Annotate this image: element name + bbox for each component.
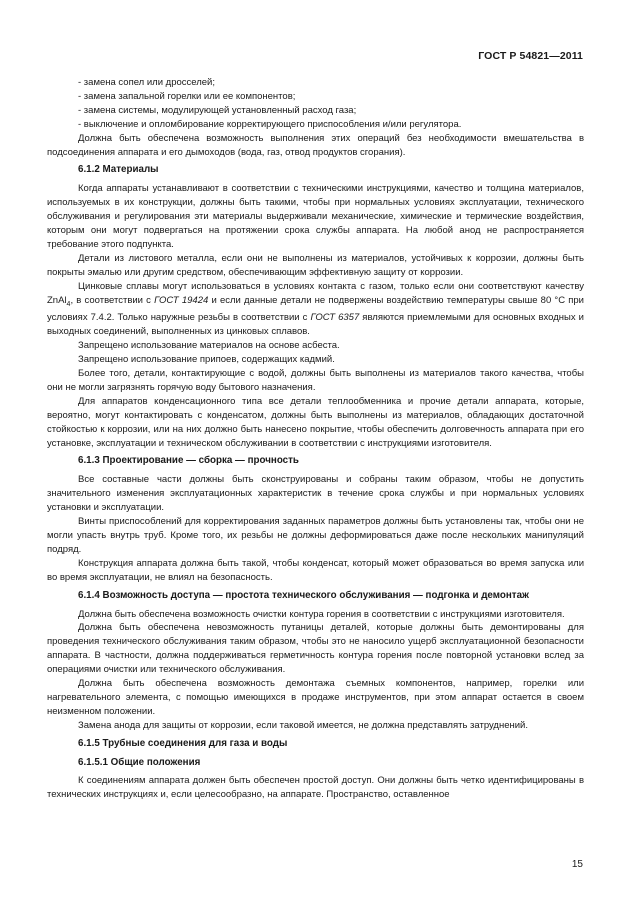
paragraph: Более того, детали, контактирующие с водой, должны быть выполнены из материалов такого качества, чтобы они не могли загрязнять горячую воду бытового назначения. bbox=[47, 368, 584, 393]
paragraph: Запрещено использование припоев, содержащих кадмий. bbox=[78, 354, 335, 366]
paragraph: Когда аппараты устанавливают в соответствии с техническими инструкциями, качество и толщина материалов, используемых в их конструкции, должны быть такими, чтобы при нормальных условиях эксплуатации, технического обслуживания и регулирования эти материалы выдерживали механические, химические и термические воздействия, которым они могут подвергаться на протяжении срока службы аппарата. На любой анод не распространяется требование этого подпункта. bbox=[47, 183, 584, 250]
text-run: и если данные детали не подвержены воздействию температуры свыше 80 °С при условиях 7.4.2. Только наружные резьбы в соответствии с bbox=[47, 294, 584, 324]
paragraph: Запрещено использование материалов на основе асбеста. bbox=[78, 340, 340, 352]
paragraph: Должна быть обеспечена возможность выполнения этих операций без необходимости вмешательства в подсоединения аппарата и его дымоходов (вода, газ, отвод продуктов сгорания). bbox=[47, 132, 584, 158]
paragraph: Должна быть обеспечена невозможность путаницы деталей, которые должны быть демонтированы для проведения технического обслуживания таким образом, чтобы это не наносило ущерб эксплуатационной безопасности аппарата. В частности, должна поддерживаться герметичность контура горения после повторной установки вслед за операциями очистки или технического обслуживания. bbox=[47, 622, 584, 676]
paragraph: Конструкция аппарата должна быть такой, чтобы конденсат, который может образоваться во время запуска или во время эксплуатации, не влиял на безопасность. bbox=[47, 557, 584, 583]
standard-header: ГОСТ Р 54821—2011 bbox=[478, 50, 583, 62]
paragraph: Винты приспособлений для корректирования заданных параметров должны быть установлены так, чтобы они не могли упасть внутрь труб. Кроме того, их резьбы не должны деформироваться даже после нескольких манипуляций подряд. bbox=[47, 516, 584, 555]
list-item: - замена сопел или дросселей; bbox=[78, 77, 216, 88]
standard-reference: ГОСТ 6357 bbox=[310, 312, 360, 324]
subsection-heading-6-1-5-1: 6.1.5.1 Общие положения bbox=[78, 756, 201, 768]
paragraph: Для аппаратов конденсационного типа все детали теплообменника и прочие детали аппарата, которые, вероятно, могут контактировать с конденсатом, должны быть выполнены из материалов, обладающих достаточной стойкостью к коррозии, или на них должно быть нанесено покрытие, чтобы обеспечить долговечность аппарата при его установке, эксплуатации и техническом обслуживании в соответствии с инструкциями изготовителя. bbox=[47, 395, 584, 449]
list-item: - замена запальной горелки или ее компонентов; bbox=[78, 90, 296, 102]
paragraph: Замена анода для защиты от коррозии, если таковой имеется, не должна представлять затруднений. bbox=[78, 719, 529, 731]
paragraph: Должна быть обеспечена возможность демонтажа съемных компонентов, например, горелки или нагревательного элемента, с помощью имеющихся в продаже инструментов, при этом аппарат остается в своем неизменном положении. bbox=[47, 678, 584, 717]
document-body bbox=[47, 76, 584, 802]
page-number: 15 bbox=[571, 859, 583, 870]
text-run: Цинковые сплавы могут использоваться в условиях контакта с газом, только если они соответствуют качеству ZnAl bbox=[47, 280, 584, 306]
list-item: - выключение и опломбирование корректирующего приспособления и/или регулятора. bbox=[78, 118, 462, 130]
subscript: 4 bbox=[66, 300, 71, 308]
text-run: , в соответствии с bbox=[70, 294, 155, 306]
list-item: - замена системы, модулирующей установленный расход газа; bbox=[78, 104, 357, 116]
section-heading-6-1-2: 6.1.2 Материалы bbox=[78, 164, 159, 176]
paragraph: Все составные части должны быть сконструированы и собраны таким образом, чтобы не допустить значительного изменения эксплуатационных характеристик в течение срока службы и при нормальных условиях установки и эксплуатации. bbox=[47, 474, 584, 514]
standard-reference: ГОСТ 19424 bbox=[154, 294, 209, 306]
paragraph: Детали из листового металла, если они не выполнены из материалов, устойчивых к коррозии, должны быть покрыты эмалью или другим средством, обеспечивающим эффективную защиту от коррозии. bbox=[47, 252, 584, 278]
section-heading-6-1-4: 6.1.4 Возможность доступа — простота технического обслуживания — подгонка и демонтаж bbox=[78, 589, 529, 601]
section-heading-6-1-5: 6.1.5 Трубные соединения для газа и воды bbox=[78, 737, 288, 749]
text-run: являются приемлемыми для основных входных и выходных соединений, выполненных из цинковых сплавов. bbox=[47, 312, 584, 338]
paragraph: К соединениям аппарата должен быть обеспечен простой доступ. Они должны быть четко идентифицированы в технических инструкциях и, если целесообразно, на аппарате. Пространство, оставленное bbox=[47, 775, 584, 801]
paragraph-zinc-alloys bbox=[47, 280, 584, 340]
section-heading-6-1-3: 6.1.3 Проектирование — сборка — прочность bbox=[78, 455, 299, 467]
paragraph: Должна быть обеспечена возможность очистки контура горения в соответствии с инструкциями изготовителя. bbox=[78, 608, 565, 620]
